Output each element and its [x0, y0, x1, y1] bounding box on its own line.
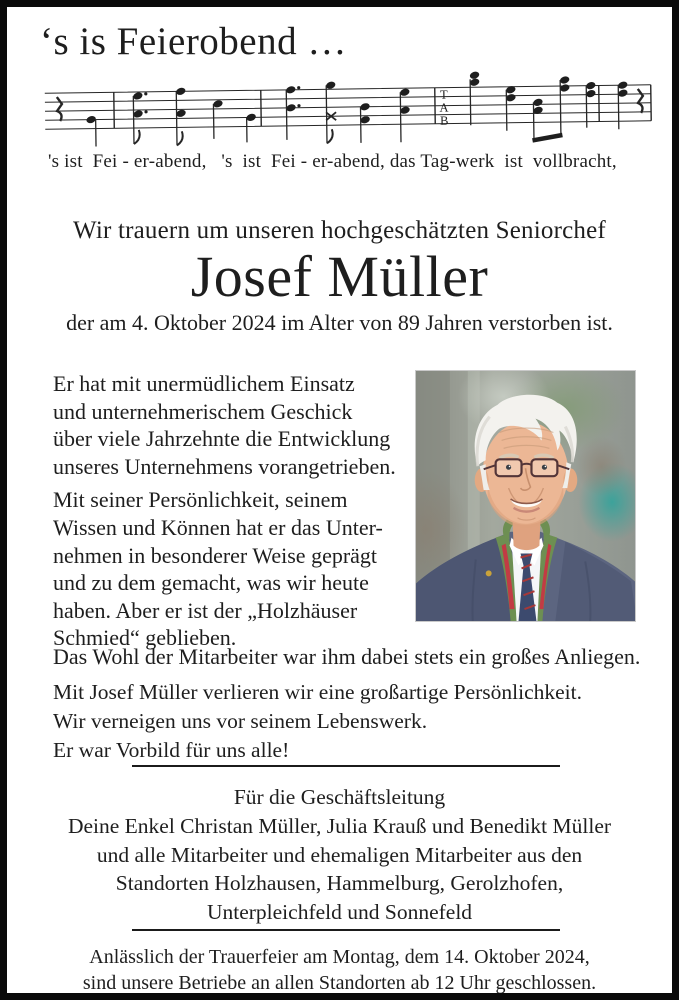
svg-text:T: T	[439, 87, 448, 102]
quarter-rest-icon	[638, 89, 643, 113]
song-title: ‘s is Feierobend …	[40, 20, 347, 63]
beam	[532, 135, 562, 140]
portrait-graphic	[416, 371, 635, 621]
svg-text:B: B	[439, 113, 449, 128]
portrait-photo	[415, 370, 636, 622]
closure-notice: Anlässlich der Trauerfeier am Montag, dem 14. Oktober 2024, sind unsere Betriebe an allen Standorten ab 12 Uhr geschlossen.	[82, 946, 597, 994]
wellbeing-line: Das Wohl der Mitarbeiter war ihm dabei stets ein großes Anliegen.	[53, 644, 641, 669]
quarter-rest-icon	[57, 97, 62, 121]
eighth-flags	[134, 127, 333, 146]
obituary-paragraph-1: Er hat mit unermüdlichem Einsatz und unternehmerischem Geschick über viele Jahrzehnte die Entwicklung unseres Unternehmens vorangetrieben.	[53, 371, 396, 479]
obituary-paragraph-2: Mit seiner Persönlichkeit, seinem Wissen und Können hat er das Unter- nehmen in besonderer Weise geprägt und zu dem gemacht, was wir heute haben. Aber er ist der „Holzhäuser Schmied“ geblieben.	[53, 487, 383, 651]
divider-bottom	[132, 929, 560, 931]
deceased-name: Josef Müller	[190, 244, 489, 309]
tab-clef	[439, 88, 449, 128]
svg-text:A: A	[439, 100, 449, 115]
death-date-line: der am 4. Oktober 2024 im Alter von 89 Jahren verstorben ist.	[66, 310, 613, 335]
divider-top	[132, 765, 560, 767]
tribute-paragraph: Mit Josef Müller verlieren wir eine großartige Persönlichkeit. Wir verneigen uns vor seinem Lebenswerk. Er war Vorbild für uns alle!	[53, 680, 582, 762]
music-staff	[43, 67, 655, 151]
signature-block: Für die Geschäftsleitung Deine Enkel Christan Müller, Julia Krauß und Benedikt Müller und alle Mitarbeiter und ehemaligen Mitarbeiter aus den Standorten Holzhausen, Hammelburg, Gerolzhofen, Unterpleichfeld und Sonnefeld	[67, 785, 612, 925]
mourning-intro: Wir trauern um unseren hochgeschätzten Seniorchef	[73, 217, 606, 244]
obituary-body	[53, 370, 415, 652]
music-notation-graphic	[43, 67, 655, 151]
lyrics-line: 's ist Fei - er-abend, 's ist Fei - er-abend, das Tag-werk ist vollbracht,	[48, 151, 617, 172]
